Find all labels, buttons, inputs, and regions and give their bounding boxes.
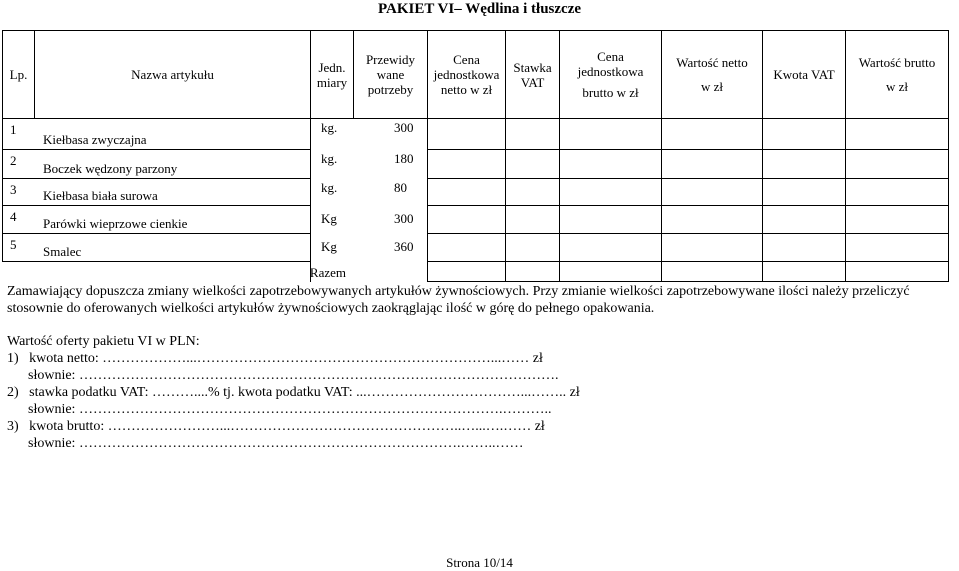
page-title: PAKIET VI– Wędlina i tłuszcze	[377, 1, 582, 17]
cell-empty	[763, 179, 846, 206]
note-paragraph: Zamawiający dopuszcza zmiany wielkości zapotrzebowywanych artykułów żywnościowych. Przy zmianie wielkości zapotrzebowywane ilości należy przeliczyć stosownie do oferowanych wielkości artykułów żywnościowych zaokrąglając ilość w górę do pełnego opakowania.	[7, 284, 910, 316]
cell-empty	[428, 262, 506, 282]
cell-empty	[428, 234, 506, 262]
cell-empty	[560, 234, 662, 262]
header-jedn: Jedn. miary	[311, 31, 354, 119]
item-cell: 3 Kiełbasa biała surowa kg. 80	[3, 179, 311, 206]
row-lp: 3	[10, 182, 17, 197]
table-row	[3, 206, 949, 234]
header-kwota-vat: Kwota VAT	[763, 31, 846, 119]
offer-slownie-3: słownie: ……………………………………………………………………….……..……	[7, 436, 524, 451]
cell-empty	[506, 150, 560, 179]
cell-empty	[662, 234, 763, 262]
cell-empty	[662, 119, 763, 150]
header-cena-brutto: Cena jednostkowa brutto w zł	[560, 31, 662, 119]
header-wartosc-brutto: Wartość brutto w zł	[846, 31, 949, 119]
offer-stawka-vat: 2) stawka podatku VAT: ………....% tj. kwota podatku VAT: ...……………………………...…….. zł	[7, 385, 580, 400]
cell-empty	[846, 150, 949, 179]
item-cell: 2 Boczek wędzony parzony kg. 180	[3, 150, 311, 179]
cell-empty	[428, 179, 506, 206]
cell-empty	[763, 262, 846, 282]
header-przewidywane: Przewidy wane potrzeby	[354, 31, 428, 119]
header-wartosc-netto: Wartość netto w zł	[662, 31, 763, 119]
cell-empty	[846, 234, 949, 262]
cell-empty	[560, 119, 662, 150]
cell-empty	[428, 206, 506, 234]
cell-empty	[846, 262, 949, 282]
offer-kwota-brutto: 3) kwota brutto: ……………………...…………………………………………..…...….…… zł	[7, 419, 545, 434]
row-lp: 4	[10, 209, 17, 224]
row-lp: 1	[10, 122, 17, 137]
razem-label: Razem	[309, 264, 346, 280]
row-name: Kiełbasa zwyczajna	[43, 132, 147, 147]
cell-empty	[560, 150, 662, 179]
cell-empty	[763, 234, 846, 262]
offer-slownie-1: słownie: ………………………………………………………………………………………….	[7, 368, 559, 383]
item-cell: 4 Parówki wieprzowe cienkie Kg 300	[3, 206, 311, 234]
cell-empty	[560, 179, 662, 206]
cell-empty	[846, 119, 949, 150]
header-stawka: Stawka VAT	[506, 31, 560, 119]
cell-empty	[662, 150, 763, 179]
offer-heading: Wartość oferty pakietu VI w PLN:	[7, 334, 200, 349]
row-name: Smalec	[43, 244, 82, 259]
offer-slownie-2: słownie: ……………………………………………………………………………….………..	[7, 402, 552, 417]
table-row	[3, 234, 949, 262]
page-number: Strona 10/14	[446, 555, 513, 570]
row-name: Kiełbasa biała surowa	[43, 188, 158, 203]
header-lp: Lp.	[3, 31, 35, 119]
row-name: Parówki wieprzowe cienkie	[43, 216, 188, 231]
cell-empty	[506, 119, 560, 150]
row-lp: 2	[10, 153, 17, 168]
razem-cell	[3, 262, 346, 282]
cell-empty	[506, 262, 560, 282]
cell-empty	[428, 150, 506, 179]
cell-empty	[763, 206, 846, 234]
row-lp: 5	[10, 237, 17, 252]
cell-empty	[763, 119, 846, 150]
table-row	[3, 179, 949, 206]
cell-empty	[428, 119, 506, 150]
cell-empty	[560, 206, 662, 234]
cell-empty	[763, 150, 846, 179]
cell-empty	[506, 206, 560, 234]
cell-empty	[662, 206, 763, 234]
header-nazwa: Nazwa artykułu	[35, 31, 311, 119]
table-header-row	[3, 31, 949, 119]
cell-empty	[846, 179, 949, 206]
row-name: Boczek wędzony parzony	[43, 161, 178, 176]
table-row	[3, 119, 949, 150]
cell-empty	[560, 262, 662, 282]
item-cell: 1 Kiełbasa zwyczajna kg. 300	[3, 119, 311, 150]
table-row	[3, 150, 949, 179]
cell-empty	[662, 179, 763, 206]
cell-empty	[506, 179, 560, 206]
offer-kwota-netto: 1) kwota netto: ………………...………………………………………………………...…… zł	[7, 351, 543, 366]
cell-empty	[662, 262, 763, 282]
item-cell: 5 Smalec Kg 360	[3, 234, 311, 262]
header-cena-netto: Cena jednostkowa netto w zł	[428, 31, 506, 119]
price-table	[2, 30, 949, 282]
cell-empty	[506, 234, 560, 262]
cell-empty	[846, 206, 949, 234]
table-row-razem	[3, 262, 949, 282]
